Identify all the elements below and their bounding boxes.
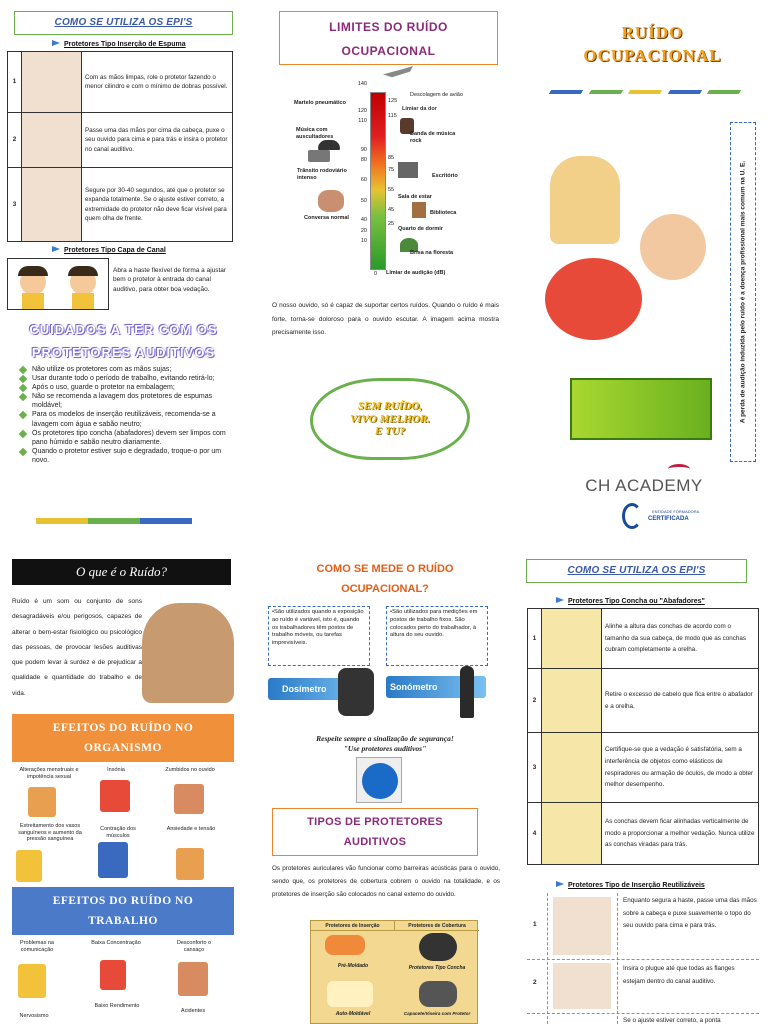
list-item: Para os modelos de inserção reutilizáveis, recomenda-se a lavagem com água e sabão neutro; xyxy=(18,410,235,428)
care-title-1: CUIDADOS A TER COM OS xyxy=(29,322,218,337)
what-is-title: O que é o Ruído? xyxy=(12,559,231,585)
earmuff-steps-table xyxy=(527,608,759,865)
org-title: EFEITOS DO RUÍDO NO ORGANISMO xyxy=(12,714,234,762)
airplane-icon xyxy=(383,66,413,80)
ear-cartoon-image xyxy=(640,214,706,280)
reusable-steps: 1 Enquanto segura a haste, passe uma das mãos sobre a cabeça e puxe suavemente o topo do seu ouvido para cima e para trás. 2 Insira o plugue até que todas as flanges estejam dentro do canal auditivo. Se o ajuste estiver correto, a ponta xyxy=(527,893,759,1024)
anxiety-icon xyxy=(176,848,204,880)
table-row: 3 Segure por 30-40 segundos, até que o protetor se expanda totalmente. Se o ajuste estiver correto, a extremidade do protetor não deve ficar visível para quem olha de frente. xyxy=(8,168,233,242)
panel6-sub2: Protetores Tipo de Inserção Reutilizáveis xyxy=(556,881,705,889)
dosimeter-card: •São utilizados quando a exposição ao ruído é variável, isto é, quando os trabalhadores têm postos de trabalho móveis, ou tarefas imprevisíveis. Dosímetro xyxy=(268,606,378,718)
table-row: 4 As conchas devem ficar alinhadas verticalmente de modo a proporcionar a melhor vedação. Nunca utilize as conchas viradas para trás. xyxy=(528,803,759,865)
workers-cartoon-image xyxy=(550,156,620,244)
table-row: 1 Alinhe a altura das conchas de acordo com o tamanho da sua cabeça, de modo que as conchas cubram completamente a orelha. xyxy=(528,609,759,669)
what-is-text: Ruído é um som ou conjunto de sons desagradáveis e/ou perigosos, capazes de alterar o bem-estar fisiológico ou psicológico das pessoas, de provocar lesões auditivas que podem levar à surdez e de prejudicar a qualidade e quantidade do trabalho e de vida. xyxy=(12,598,142,697)
truck-icon xyxy=(308,150,330,162)
panel1-title: COMO SE UTILIZA OS EPI'S xyxy=(14,11,233,35)
tinnitus-icon xyxy=(174,784,204,814)
arrow-icon xyxy=(556,597,564,603)
earmuff-step3-image xyxy=(542,733,602,803)
brand-name: CH ACADEMY xyxy=(585,476,703,495)
office-icon xyxy=(398,162,418,178)
care-list xyxy=(18,365,235,465)
measure-title: COMO SE MEDE O RUÍDO OCUPACIONAL? xyxy=(316,563,454,595)
earmuff-step2-image xyxy=(542,669,602,733)
earmuff-step4-image xyxy=(542,803,602,865)
limits-title: LIMITES DO RUÍDO OCUPACIONAL xyxy=(279,11,498,65)
types-text: Os protetores auriculares vão funcionar como barreiras acústicas para o ouvido, sendo que, os protetores de cobertura cobrem o ouvido na totalidade, e os protetores de inserção são colocados no canal externo do ouvido. xyxy=(272,865,500,899)
capa-text: Abra a haste flexível de forma a ajustar bem o protetor à entrada do canal auditivo, para obter boa vedação. xyxy=(113,267,227,293)
arrow-icon xyxy=(52,246,60,252)
foam-plugs-image xyxy=(327,981,373,1007)
bookshelf-icon xyxy=(412,202,426,218)
table-row: 2 Passe uma das mãos por cima da cabeça, puxe o seu ouvido para cima e para trás e insira o protetor no canal auditivo. xyxy=(8,113,233,168)
panel1-sub1: Protetores Tipo Inserção de Espuma xyxy=(52,40,186,48)
academy-book-icon xyxy=(668,464,690,474)
foam-steps-table xyxy=(7,51,233,242)
foam-expand-image xyxy=(22,168,82,242)
sonometer-image xyxy=(460,666,474,718)
list-item: Não utilize os protetores com as mãos sujas; xyxy=(18,365,235,374)
cloud-slogan: SEM RUÍDO, VIVO MELHOR. E TU? xyxy=(310,378,470,460)
panel1-sub2: Protetores Tipo Capa de Canal xyxy=(52,246,166,254)
hardhat-workers-image xyxy=(545,258,642,340)
table-row: 2 Retire o excesso de cabelo que fica entre o abafador e a orelha. xyxy=(528,669,759,733)
insomnia-icon xyxy=(100,780,130,812)
ear-protection-sign-icon xyxy=(356,757,402,803)
arrow-icon xyxy=(556,881,564,887)
foam-roll-image xyxy=(22,52,82,113)
safety-slogan: Respeite sempre a sinalização de segurança! "Use protetores auditivos" xyxy=(316,734,454,753)
fatigue-icon xyxy=(178,962,208,996)
premolded-image xyxy=(325,935,365,955)
stressed-man-image xyxy=(142,603,234,703)
list-item: Não se recomenda a lavagem dos protetores de espumas moldável; xyxy=(18,392,235,410)
concentration-icon xyxy=(100,960,126,990)
people-icon xyxy=(318,190,344,212)
helmet-protector-image xyxy=(419,981,457,1007)
noise-wave-image xyxy=(570,378,712,440)
headphones-icon xyxy=(318,140,340,150)
table-row: 1 Com as mãos limpas, role o protetor fazendo o menor cilindro e com o mínimo de dobras possível. xyxy=(8,52,233,113)
types-title: TIPOS DE PROTETORES AUDITIVOS xyxy=(272,808,478,856)
earmuff-step1-image xyxy=(542,609,602,669)
sonometer-card: •São utilizados para medições em postos de trabalho fixos. São colocados perto do trabalhador, à altura do seu ouvido. Sonómetro xyxy=(386,606,496,718)
reusable-step1-image xyxy=(553,897,611,955)
list-item: Usar durante todo o período de trabalho, evitando retirá-lo; xyxy=(18,374,235,383)
protectors-grid: Protetores de Inserção Protetores de Cobertura Pré-Moldado Protetores Tipo Concha Auto-Moldável Capacete/Viseira com Protetor xyxy=(310,920,478,1024)
care-title-2: PROTETORES AUDITIVOS xyxy=(31,345,216,360)
cert-logo xyxy=(622,503,642,529)
list-item: Quando o protetor estiver sujo e degradado, troque-o por um novo. xyxy=(18,447,235,465)
list-item: Após o uso, guarde o protetor na embalagem; xyxy=(18,383,235,392)
earmuff-image xyxy=(419,933,457,961)
decibel-scale xyxy=(370,92,386,270)
blood-pressure-icon xyxy=(16,850,42,882)
foam-insert-image xyxy=(22,113,82,168)
capa-image xyxy=(7,258,109,310)
muscle-icon xyxy=(98,842,128,878)
title-dashes xyxy=(550,90,740,94)
list-item: Os protetores tipo concha (abafadores) devem ser limpos com pano húmido e sabão neutro diariamente. xyxy=(18,429,235,447)
work-title: EFEITOS DO RUÍDO NO TRABALHO xyxy=(12,887,234,935)
reusable-step2-image xyxy=(553,963,611,1009)
table-row: 3 Certifique-se que a vedação é satisfatória, sem a interferência de objetos como elásticos de respiradores ou armação de óculos, de modo a obter melhor desempenho. xyxy=(528,733,759,803)
color-bar xyxy=(36,518,192,524)
menstrual-icon xyxy=(28,787,56,817)
limits-text: O nosso ouvido, só é capaz de suportar certos ruídos. Quando o ruído é mais forte, torna-se doloroso para o ouvido escutar. A imagem acima mostra precisamente isso. xyxy=(272,302,499,337)
arrow-icon xyxy=(52,40,60,46)
vertical-notice: A perda de audição induzida pelo ruído é a doença profissional mais comum na U. E. xyxy=(730,122,756,462)
communication-icon xyxy=(18,964,46,998)
panel6-sub1: Protetores Tipo Concha ou "Abafadores" xyxy=(556,597,705,605)
main-title: RUÍDO OCUPACIONAL xyxy=(583,23,722,65)
panel6-title: COMO SE UTILIZA OS EPI'S xyxy=(526,559,747,583)
dosimeter-image xyxy=(338,668,374,716)
